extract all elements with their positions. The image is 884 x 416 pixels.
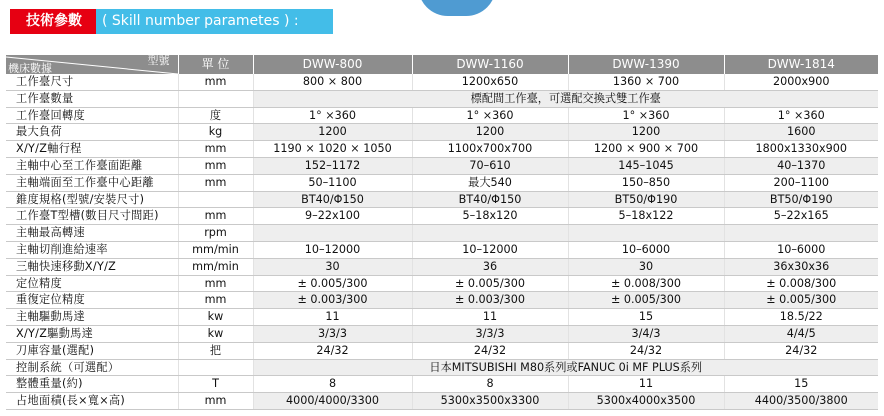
table-row — [6, 124, 878, 141]
row-value: 1° ×360 — [724, 107, 878, 124]
row-value: 4000/4000/3300 — [253, 393, 412, 410]
table-row — [6, 157, 878, 174]
decorative-machine-graphic — [418, 0, 496, 16]
spec-table — [6, 55, 878, 410]
row-value — [253, 225, 412, 242]
table-row — [6, 258, 878, 275]
model-header-dww-800: DWW-800 — [253, 55, 412, 74]
table-row — [6, 141, 878, 158]
row-value: 152–1172 — [253, 157, 412, 174]
row-unit: kw — [178, 325, 253, 342]
row-label: 主軸端面至工作臺中心距離 — [6, 174, 178, 191]
row-value: BT50/Φ190 — [724, 191, 878, 208]
row-unit: mm/min — [178, 241, 253, 258]
row-value: 3/3/3 — [412, 325, 568, 342]
row-value: 24/32 — [253, 342, 412, 359]
row-value: 200–1100 — [724, 174, 878, 191]
model-header-dww-1390: DWW-1390 — [568, 55, 724, 74]
row-value: 1° ×360 — [568, 107, 724, 124]
row-value: ± 0.008/300 — [568, 275, 724, 292]
row-value: 1200 — [412, 124, 568, 141]
row-value: 3/3/3 — [253, 325, 412, 342]
row-value: ± 0.005/300 — [568, 292, 724, 309]
table-row — [6, 309, 878, 326]
table-row — [6, 241, 878, 258]
row-span-value: 標配間工作臺，可選配交換式雙工作臺 — [253, 90, 878, 107]
row-value: 3/4/3 — [568, 325, 724, 342]
row-value: 150–850 — [568, 174, 724, 191]
table-row — [6, 90, 878, 107]
table-header-row — [6, 55, 878, 74]
corner-header-cell — [6, 55, 178, 74]
row-value: ± 0.005/300 — [253, 275, 412, 292]
row-value: 70–610 — [412, 157, 568, 174]
row-label: 整體重量(約) — [6, 376, 178, 393]
table-row — [6, 342, 878, 359]
row-value: 9–22x100 — [253, 208, 412, 225]
section-title: 技術參數 — [10, 9, 96, 34]
row-unit: 把 — [178, 342, 253, 359]
row-label: 三軸快速移動X/Y/Z — [6, 258, 178, 275]
row-label: 工作臺尺寸 — [6, 74, 178, 90]
row-value: 24/32 — [724, 342, 878, 359]
row-value: 10–6000 — [724, 241, 878, 258]
row-value: 1200 — [253, 124, 412, 141]
row-value: 5–22x165 — [724, 208, 878, 225]
row-value: 1190 × 1020 × 1050 — [253, 141, 412, 158]
row-label: 定位精度 — [6, 275, 178, 292]
row-value: 36 — [412, 258, 568, 275]
row-label: 主軸中心至工作臺面距離 — [6, 157, 178, 174]
row-unit: T — [178, 376, 253, 393]
row-unit: mm — [178, 393, 253, 410]
row-value: 10–6000 — [568, 241, 724, 258]
row-value: 1200 — [568, 124, 724, 141]
section-header — [10, 9, 333, 34]
row-value: 40–1370 — [724, 157, 878, 174]
table-row — [6, 325, 878, 342]
row-value: ± 0.008/300 — [724, 275, 878, 292]
table-row — [6, 376, 878, 393]
row-unit: mm — [178, 174, 253, 191]
table-row — [6, 275, 878, 292]
model-header-dww-1814: DWW-1814 — [724, 55, 878, 74]
row-unit — [178, 90, 253, 107]
table-row — [6, 359, 878, 376]
row-value: BT40/Φ150 — [253, 191, 412, 208]
row-label: 工作臺數量 — [6, 90, 178, 107]
row-unit — [178, 359, 253, 376]
row-value: 1100x700x700 — [412, 141, 568, 158]
row-label: 控制系統（可選配） — [6, 359, 178, 376]
row-value: 30 — [568, 258, 724, 275]
row-unit: mm — [178, 275, 253, 292]
row-label: 重復定位精度 — [6, 292, 178, 309]
corner-model-label: 型號 — [147, 55, 170, 67]
row-value: 2000x900 — [724, 74, 878, 90]
row-value: 11 — [568, 376, 724, 393]
row-label: 刀庫容量(選配) — [6, 342, 178, 359]
row-value: 1200 × 900 × 700 — [568, 141, 724, 158]
section-subtitle: ( Skill number parametes ) : — [96, 9, 333, 34]
table-row — [6, 393, 878, 410]
row-value: 800 × 800 — [253, 74, 412, 90]
row-label: 主軸切削進給速率 — [6, 241, 178, 258]
row-value: 24/32 — [412, 342, 568, 359]
row-value: ± 0.003/300 — [253, 292, 412, 309]
table-row — [6, 208, 878, 225]
unit-header: 單 位 — [178, 55, 253, 74]
row-label: 工作臺T型槽(數目尺寸間距) — [6, 208, 178, 225]
row-label: 工作臺回轉度 — [6, 107, 178, 124]
row-label: X/Y/Z驅動馬達 — [6, 325, 178, 342]
row-value — [724, 225, 878, 242]
row-value: 5–18x122 — [568, 208, 724, 225]
row-label: 最大負荷 — [6, 124, 178, 141]
row-label: X/Y/Z軸行程 — [6, 141, 178, 158]
row-span-value: 日本MITSUBISHI M80系列或FANUC 0i MF PLUS系列 — [253, 359, 878, 376]
row-value: 1° ×360 — [412, 107, 568, 124]
table-row — [6, 74, 878, 90]
table-row — [6, 225, 878, 242]
row-value: 5300x3500x3300 — [412, 393, 568, 410]
row-unit: rpm — [178, 225, 253, 242]
row-value: 36x30x36 — [724, 258, 878, 275]
row-label: 主軸最高轉速 — [6, 225, 178, 242]
model-header-dww-1160: DWW-1160 — [412, 55, 568, 74]
row-unit: kg — [178, 124, 253, 141]
row-value: BT50/Φ190 — [568, 191, 724, 208]
row-value — [412, 225, 568, 242]
table-row — [6, 292, 878, 309]
row-value: 11 — [412, 309, 568, 326]
row-unit: mm — [178, 74, 253, 90]
row-value: 15 — [724, 376, 878, 393]
row-label: 錐度規格(型號/安裝尺寸) — [6, 191, 178, 208]
row-value: 18.5/22 — [724, 309, 878, 326]
row-value: 1° ×360 — [253, 107, 412, 124]
table-row — [6, 107, 878, 124]
row-value: ± 0.005/300 — [724, 292, 878, 309]
row-value: 8 — [412, 376, 568, 393]
row-unit: mm — [178, 292, 253, 309]
corner-data-label: 機床數據 — [8, 62, 52, 74]
row-value: 1800x1330x900 — [724, 141, 878, 158]
row-value: ± 0.005/300 — [412, 275, 568, 292]
table-row — [6, 174, 878, 191]
row-value: 24/32 — [568, 342, 724, 359]
row-value: 10–12000 — [253, 241, 412, 258]
row-value: 8 — [253, 376, 412, 393]
row-unit: mm — [178, 141, 253, 158]
row-unit: mm — [178, 157, 253, 174]
row-value: 1200x650 — [412, 74, 568, 90]
row-value: 4400/3500/3800 — [724, 393, 878, 410]
row-value — [568, 225, 724, 242]
row-value: 30 — [253, 258, 412, 275]
row-value: 15 — [568, 309, 724, 326]
row-value: 50–1100 — [253, 174, 412, 191]
row-value: 1600 — [724, 124, 878, 141]
row-value: 10–12000 — [412, 241, 568, 258]
row-value: 4/4/5 — [724, 325, 878, 342]
row-value: 1360 × 700 — [568, 74, 724, 90]
row-value: 11 — [253, 309, 412, 326]
row-value: 最大540 — [412, 174, 568, 191]
row-label: 主軸驅動馬達 — [6, 309, 178, 326]
row-value: BT40/Φ150 — [412, 191, 568, 208]
row-value: 145–1045 — [568, 157, 724, 174]
row-unit — [178, 191, 253, 208]
row-unit: kw — [178, 309, 253, 326]
row-value: ± 0.003/300 — [412, 292, 568, 309]
row-label: 占地面積(長×寬×高) — [6, 393, 178, 410]
row-value: 5–18x120 — [412, 208, 568, 225]
row-value: 5300x4000x3500 — [568, 393, 724, 410]
row-unit: mm/min — [178, 258, 253, 275]
table-row — [6, 191, 878, 208]
row-unit: 度 — [178, 107, 253, 124]
row-unit: mm — [178, 208, 253, 225]
